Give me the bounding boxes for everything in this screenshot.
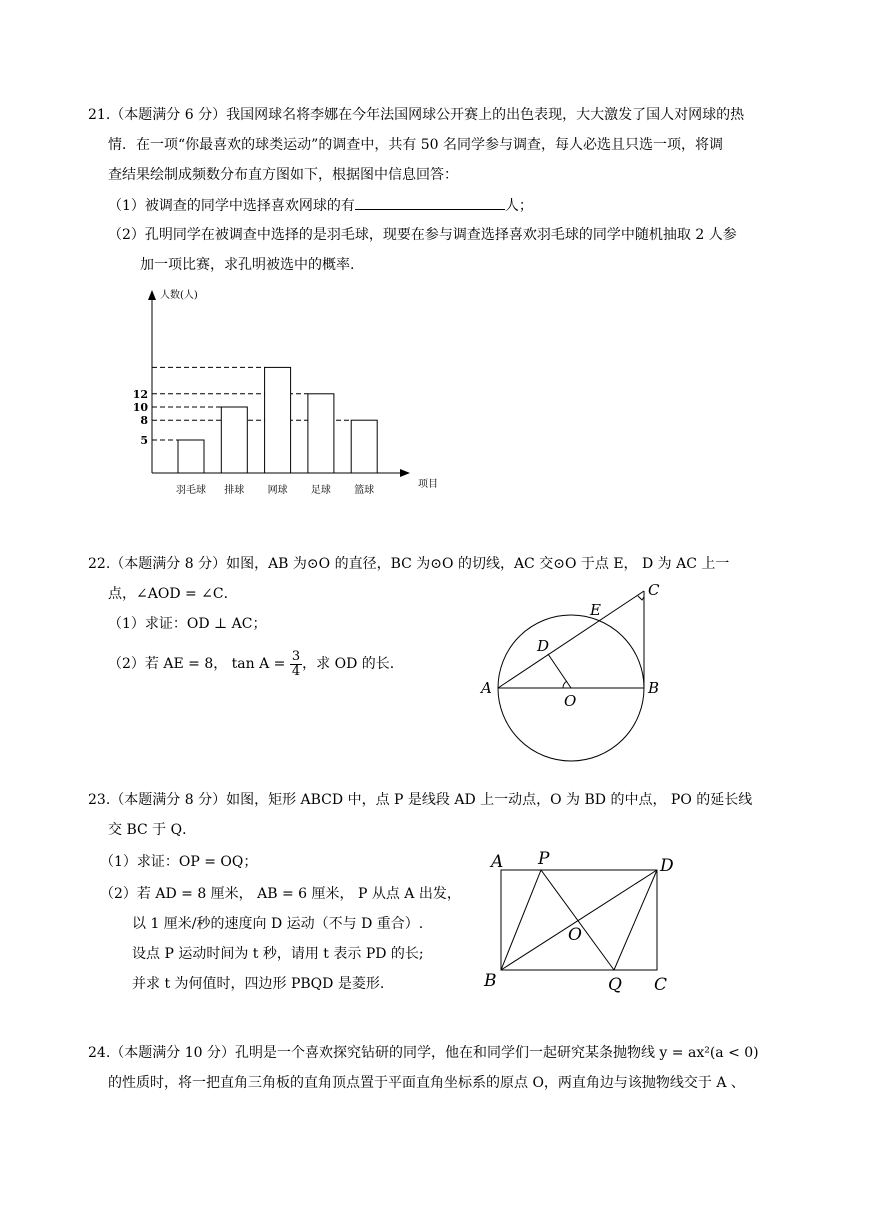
q21-line-3: 查结果绘制成频数分布直方图如下，根据图中信息回答： <box>108 167 458 183</box>
q21-part-2-line-2: 加一项比赛，求孔明被选中的概率. <box>140 257 355 273</box>
rectangle-diagram <box>480 845 690 1000</box>
label-e: E <box>590 601 601 619</box>
label-b: B <box>648 679 660 697</box>
bar-0 <box>178 440 204 473</box>
label-p: P <box>538 849 550 869</box>
label-c: C <box>654 975 668 995</box>
bar-4 <box>351 420 377 473</box>
q24-line-2: 的性质时，将一把直角三角板的直角顶点置于平面直角坐标系的原点 O，两直角边与该抛物线交于 A 、 <box>108 1075 745 1091</box>
q21-part-1-end: 人； <box>504 198 533 214</box>
y-axis-label: 人数(人) <box>160 290 198 301</box>
x-axis-label: 项目 <box>418 479 438 490</box>
label-c: C <box>648 581 660 599</box>
segment-pq <box>541 870 614 970</box>
y-tick-label: 8 <box>140 414 148 428</box>
bar-1 <box>221 407 247 473</box>
q23-line-2: 交 BC 于 Q． <box>108 822 197 838</box>
y-axis-arrow <box>148 290 156 300</box>
q21-line-2: 情．在一项“你最喜欢的球类运动”的调查中，共有 50 名同学参与调查，每人必选且只选一项，将调 <box>108 137 724 153</box>
category-label: 网球 <box>267 485 288 496</box>
q23-part-2-line-3: 设点 P 运动时间为 t 秒，请用 t 表示 PD 的长; <box>132 946 424 962</box>
y-tick-label: 5 <box>140 434 148 447</box>
q21-part-1-text: （1）被调查的同学中选择喜欢网球的有 <box>108 198 355 214</box>
fraction-numerator: 3 <box>291 648 301 664</box>
diagonal-bd <box>501 870 657 970</box>
label-a: A <box>491 852 504 872</box>
line-ac <box>498 591 644 688</box>
segment-pb <box>501 870 541 970</box>
circle-diagram <box>475 575 675 765</box>
bar-2 <box>265 367 291 473</box>
bar-3 <box>308 394 334 473</box>
q23-part-2-line-2: 以 1 厘米/秒的速度向 D 运动（不与 D 重合）. <box>132 916 424 932</box>
category-label: 羽毛球 <box>176 485 206 496</box>
category-label: 排球 <box>224 485 245 496</box>
q22-part-2-text: （2）若 AE = 8， tan A = <box>108 656 286 672</box>
category-label: 足球 <box>310 485 331 496</box>
q23-part-2-line-1: （2）若 AD = 8 厘米， AB = 6 厘米， P 从点 A 出发， <box>100 886 461 902</box>
label-d: D <box>660 856 674 876</box>
label-o: O <box>568 925 582 945</box>
right-angle-mark-c <box>638 596 644 600</box>
x-axis-arrow <box>400 469 410 477</box>
segment-od <box>548 654 571 688</box>
q21-line-1: 21.（本题满分 6 分）我国网球名将李娜在今年法国网球公开赛上的出色表现，大大激发了国人对网球的热 <box>88 107 745 123</box>
label-b: B <box>484 971 497 991</box>
histogram-chart <box>110 280 450 505</box>
label-a: A <box>481 679 492 697</box>
answer-blank <box>355 195 505 210</box>
q22-line-2: 点，∠AOD = ∠C． <box>108 586 238 602</box>
label-d: D <box>537 637 550 655</box>
y-tick-label: 12 <box>132 387 148 401</box>
q23-part-1: （1）求证：OP = OQ； <box>100 854 258 870</box>
category-label: 篮球 <box>354 485 375 496</box>
label-q: Q <box>608 975 622 995</box>
q23-line-1: 23.（本题满分 8 分）如图，矩形 ABCD 中，点 P 是线段 AD 上一动点，O 为 BD 的中点， PO 的延长线 <box>88 792 753 808</box>
q22-part-2 <box>108 644 394 684</box>
label-o: O <box>564 692 577 710</box>
q21-part-2-line-1: （2）孔明同学在被调查中选择的是羽毛球，现要在参与调查选择喜欢羽毛球的同学中随机抽取 2 人参 <box>108 227 737 243</box>
q22-part-1: （1）求证：OD ⊥ AC； <box>108 616 267 632</box>
segment-qd <box>614 870 657 970</box>
q21-part-1 <box>108 195 533 216</box>
y-tick-label: 10 <box>132 401 148 414</box>
q22-line-1: 22.（本题满分 8 分）如图，AB 为⊙O 的直径，BC 为⊙O 的切线，AC 交⊙O 于点 E， D 为 AC 上一 <box>88 556 730 572</box>
fraction-three-quarters <box>290 650 302 679</box>
fraction-denominator: 4 <box>291 663 301 679</box>
q23-part-2-line-4: 并求 t 为何值时，四边形 PBQD 是菱形. <box>132 976 385 992</box>
q24-line-1: 24.（本题满分 10 分）孔明是一个喜欢探究钻研的同学，他在和同学们一起研究某条抛物线 y = ax²(a < 0) <box>88 1045 759 1061</box>
q22-part-2-end: ，求 OD 的长. <box>302 656 395 672</box>
